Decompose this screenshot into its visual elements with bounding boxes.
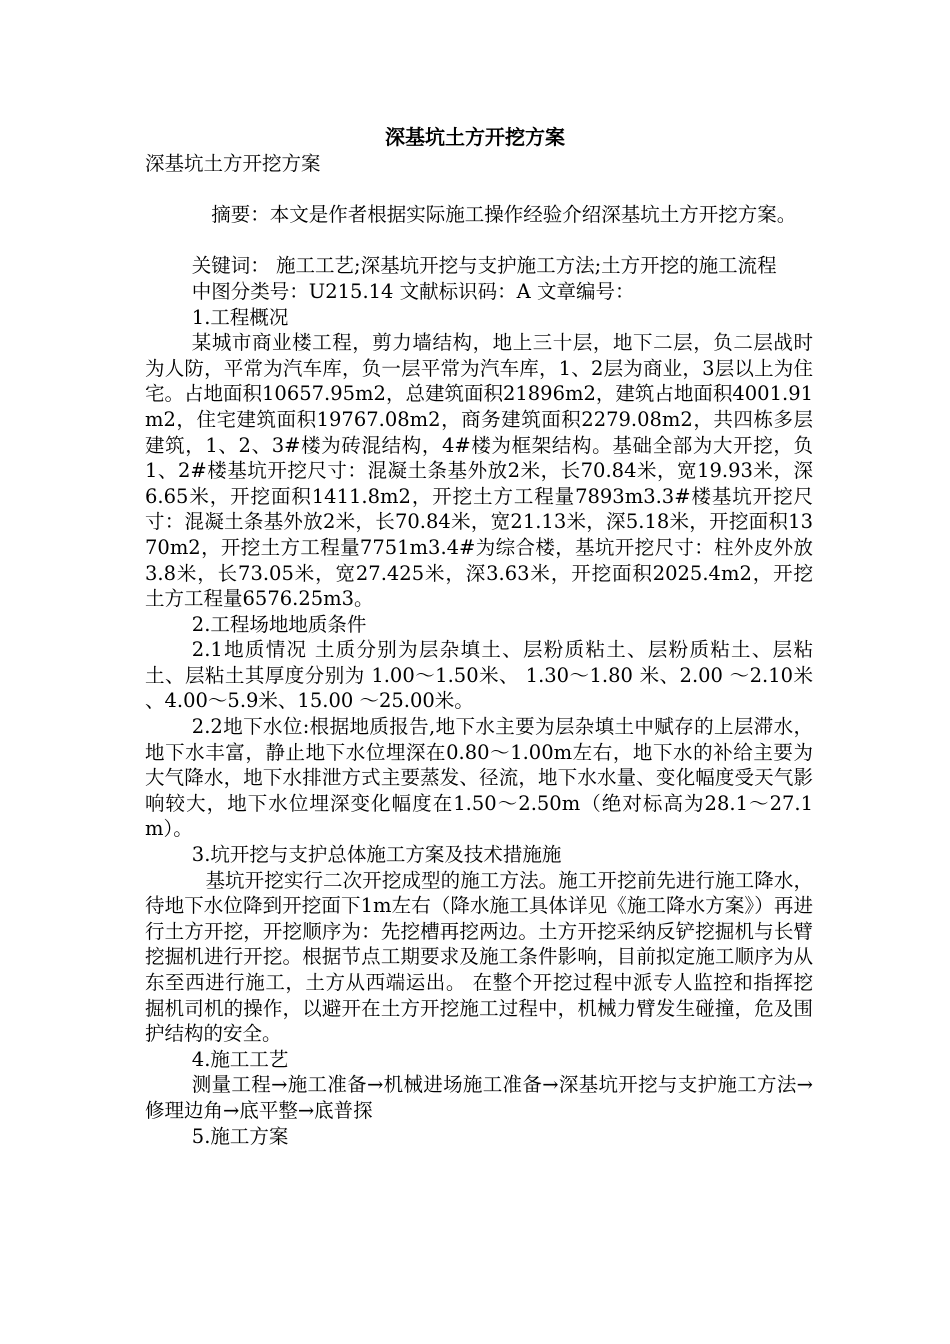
body-paragraph: 基坑开挖实行二次开挖成型的施工方法。施工开挖前先进行施工降水，待地下水位降到开挖面下1m左右（降水施工具体详见《施工降水方案》）再进行土方开挖，开挖顺序为：先挖槽再挖两边。土方开挖采纳反铲挖掘机与长臂挖掘机进行开挖。根据节点工期要求及施工条件影响，目前拟定施工顺序为从东至西进行施工，土方从西端运出。 在整个开挖过程中派专人监控和指挥挖掘机司机的操作，以避开在土方开挖施工过程中，机械力臂发生碰撞，危及围护结构的安全。 [145, 868, 813, 1046]
section-heading: 5.施工方案 [191, 1124, 289, 1148]
body-paragraph: 某城市商业楼工程，剪力墙结构，地上三十层，地下二层，负二层战时为人防，平常为汽车库，负一层平常为汽车库，1、2层为商业，3层以上为住宅。占地面积10657.95m2，总建筑面积21896m2，建筑占地面积4001.91m2，住宅建筑面积19767.08m2，商务建筑面积2279.08m2，共四栋多层建筑，1、2、3#楼为砖混结构，4#楼为框架结构。基础全部为大开挖，负1、2#楼基坑开挖尺寸：混凝土条基外放2米，长70.84米，宽19.93米，深6.65米，开挖面积1411.8m2，开挖土方工程量7893m3.3#楼基坑开挖尺寸：混凝土条基外放2米，长70.84米，宽21.13米，深5.18米，开挖面积1370m2，开挖土方工程量7751m3.4#为综合楼，基坑开挖尺寸：柱外皮外放3.8米，长73.05米，宽27.425米，深3.63米，开挖面积2025.4m2，开挖土方工程量6576.25m3。 [145, 331, 814, 611]
section-heading: 3.坑开挖与支护总体施工方案及技术措施施 [191, 843, 562, 867]
document-body [145, 151, 813, 1149]
classification-paragraph: 中图分类号：U215.14 文献标识码：A 文章编号： [191, 279, 635, 303]
body-paragraph: 测量工程→施工准备→机械进场施工准备→深基坑开挖与支护施工方法→修理边角→底平整→底普探 [145, 1073, 813, 1122]
section-heading: 4.施工工艺 [191, 1047, 289, 1071]
blank-line [145, 177, 813, 203]
document-title: 深基坑土方开挖方案 [385, 125, 565, 149]
subtitle-paragraph: 深基坑土方开挖方案 [145, 152, 321, 175]
abstract-paragraph: 摘要：本文是作者根据实际施工操作经验介绍深基坑土方开挖方案。 [211, 203, 797, 227]
body-paragraph: 2.1地质情况 土质分别为层杂填土、层粉质粘土、层粉质粘土、层粘土、层粘土其厚度分别为 1.00～1.50米、 1.30～1.80 米、2.00 ～2.10米 、4.00～5.9米、15.00 ～25.00米。 [145, 638, 813, 713]
keywords-paragraph: 关键词： 施工工艺;深基坑开挖与支护施工方法;土方开挖的施工流程 [191, 254, 777, 278]
blank-line [145, 228, 813, 254]
body-paragraph: 2.2地下水位:根据地质报告,地下水主要为层杂填土中赋存的上层滞水，地下水丰富，静止地下水位埋深在0.80～1.00m左右，地下水的补给主要为大气降水，地下水排泄方式主要蒸发、径流，地下水水量、变化幅度受天气影响较大，地下水位埋深变化幅度在1.50～2.50m（绝对标高为28.1～27.1m）。 [145, 715, 813, 841]
section-heading: 2.工程场地地质条件 [191, 612, 367, 636]
section-heading: 1.工程概况 [191, 305, 289, 329]
